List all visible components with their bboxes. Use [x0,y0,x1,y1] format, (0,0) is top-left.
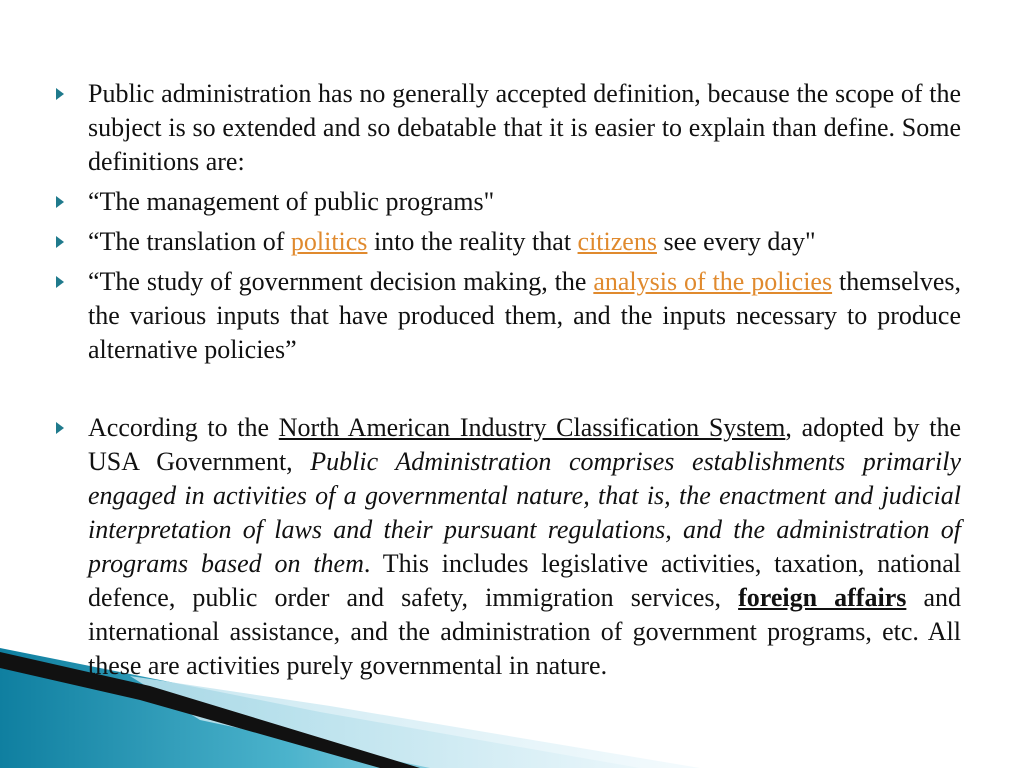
citizens-link[interactable]: citizens [577,227,657,256]
bullet-translation-of-politics [56,225,961,259]
bullet-management-of-public-programs [56,185,961,219]
triangle-right-icon [56,422,64,434]
bullet-text-mid2: . This includes legislative activities, taxation, national defence, public order and safety, immigration services, [88,549,961,612]
foreign-affairs-link[interactable]: foreign affairs [738,583,907,612]
bullet-text-post: see every day" [656,227,816,256]
bullet-text-post: themselves, the various inputs that have produced them, and the inputs necessary to produce alternative policies” [88,267,962,364]
bullet-text-post: and international assistance, and the administration of government programs, etc. All these are activities purely governmental in nature. [88,583,962,680]
triangle-right-icon [56,88,64,100]
triangle-right-icon [56,276,64,288]
politics-link[interactable]: politics [290,227,368,256]
bullet-text-pre: “The study of government decision making, the [88,267,594,296]
slide-content [56,77,961,683]
bullet-text-italic: Public Administration comprises establishments primarily engaged in activities of a governmental nature, that is, the enactment and judicial interpretation of laws and their pursuant regulations, and the administration of programs based on them [88,447,961,578]
bullet-text-mid: into the reality that [367,227,578,256]
bullet-text-pre: “The translation of [88,227,291,256]
bullet-text-mid: , adopted by the USA Government, [88,413,961,476]
bullet-naics-definition [56,411,961,683]
triangle-right-icon [56,196,64,208]
triangle-right-icon [56,236,64,248]
naics-link[interactable]: North American Industry Classification System [278,413,786,442]
bullet-definition-intro [56,77,961,179]
bullet-text: Public administration has no generally accepted definition, because the scope of the subject is so extended and so debatable that it is easier to explain than define. Some definitions are: [88,79,961,176]
bullet-text-pre: According to the [88,413,279,442]
bullet-text: “The management of public programs" [88,187,495,216]
bullet-study-of-government-decision-making [56,265,961,367]
analysis-of-the-policies-link[interactable]: analysis of the policies [593,267,833,296]
